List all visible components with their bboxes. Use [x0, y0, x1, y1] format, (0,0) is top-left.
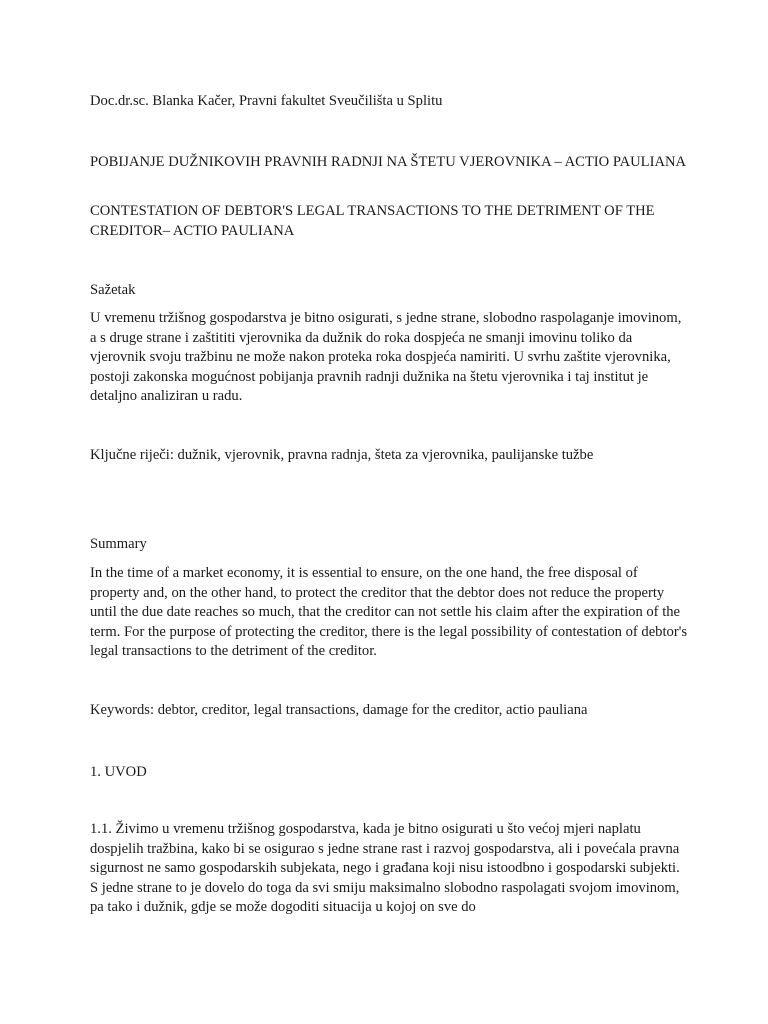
- keywords-en: Keywords: debtor, creditor, legal transactions, damage for the creditor, actio pauliana: [90, 702, 588, 718]
- abstract-text-hr: U vremenu tržišnog gospodarstva je bitno osigurati, s jedne strane, slobodno raspolaganje imovinom, a s druge strane i zaštititi vjerovnika da dužnik do roka dospjeća ne smanji imovinu toliko da vjerovnik svoju tražbinu ne može nakon proteka roka dospjeća namiriti. U svrhu zaštite vjerovnika, postoji zakonska mogućnost pobijanja pravnih radnji dužnika na štetu vjerovnika i taj institut je detaljno analiziran u radu.: [90, 310, 682, 405]
- title-english: CONTESTATION OF DEBTOR'S LEGAL TRANSACTIONS TO THE DETRIMENT OF THE CREDITOR– ACTIO PAULIANA: [90, 203, 655, 239]
- title-croatian: POBIJANJE DUŽNIKOVIH PRAVNIH RADNJI NA ŠTETU VJEROVNIKA – ACTIO PAULIANA: [90, 154, 687, 170]
- abstract-heading-hr: Sažetak: [90, 282, 136, 298]
- keywords-hr: Ključne riječi: dužnik, vjerovnik, pravna radnja, šteta za vjerovnika, paulijanske tužbe: [90, 447, 594, 463]
- abstract-heading-en: Summary: [90, 536, 147, 552]
- author-line: Doc.dr.sc. Blanka Kačer, Pravni fakultet Sveučilišta u Splitu: [90, 93, 443, 109]
- abstract-text-en: In the time of a market economy, it is essential to ensure, on the one hand, the free disposal of property and, on the other hand, to protect the creditor that the debtor does not reduce the property until the due date reaches so much, that the creditor can not settle his claim after the expiration of the term. For the purpose of protecting the creditor, there is the legal possibility of contestation of debtor's legal transactions to the detriment of the creditor.: [90, 565, 687, 660]
- section-heading-uvod: 1. UVOD: [90, 764, 147, 780]
- section-paragraph-1-1: 1.1. Živimo u vremenu tržišnog gospodarstva, kada je bitno osigurati u što većoj mjeri naplatu dospjelih tražbina, kako bi se osigurao s jedne strane rast i razvoj gospodarstva, ali i povećala pravna sigurnost ne samo gospodarskih subjekata, nego i građana koji nisu istoodbno i gospodarski subjekti. S jedne strane to je dovelo do toga da svi smiju maksimalno slobodno raspolagati svojom imovinom, pa tako i dužnik, gdje se može dogoditi situacija u kojoj on sve do: [90, 821, 680, 916]
